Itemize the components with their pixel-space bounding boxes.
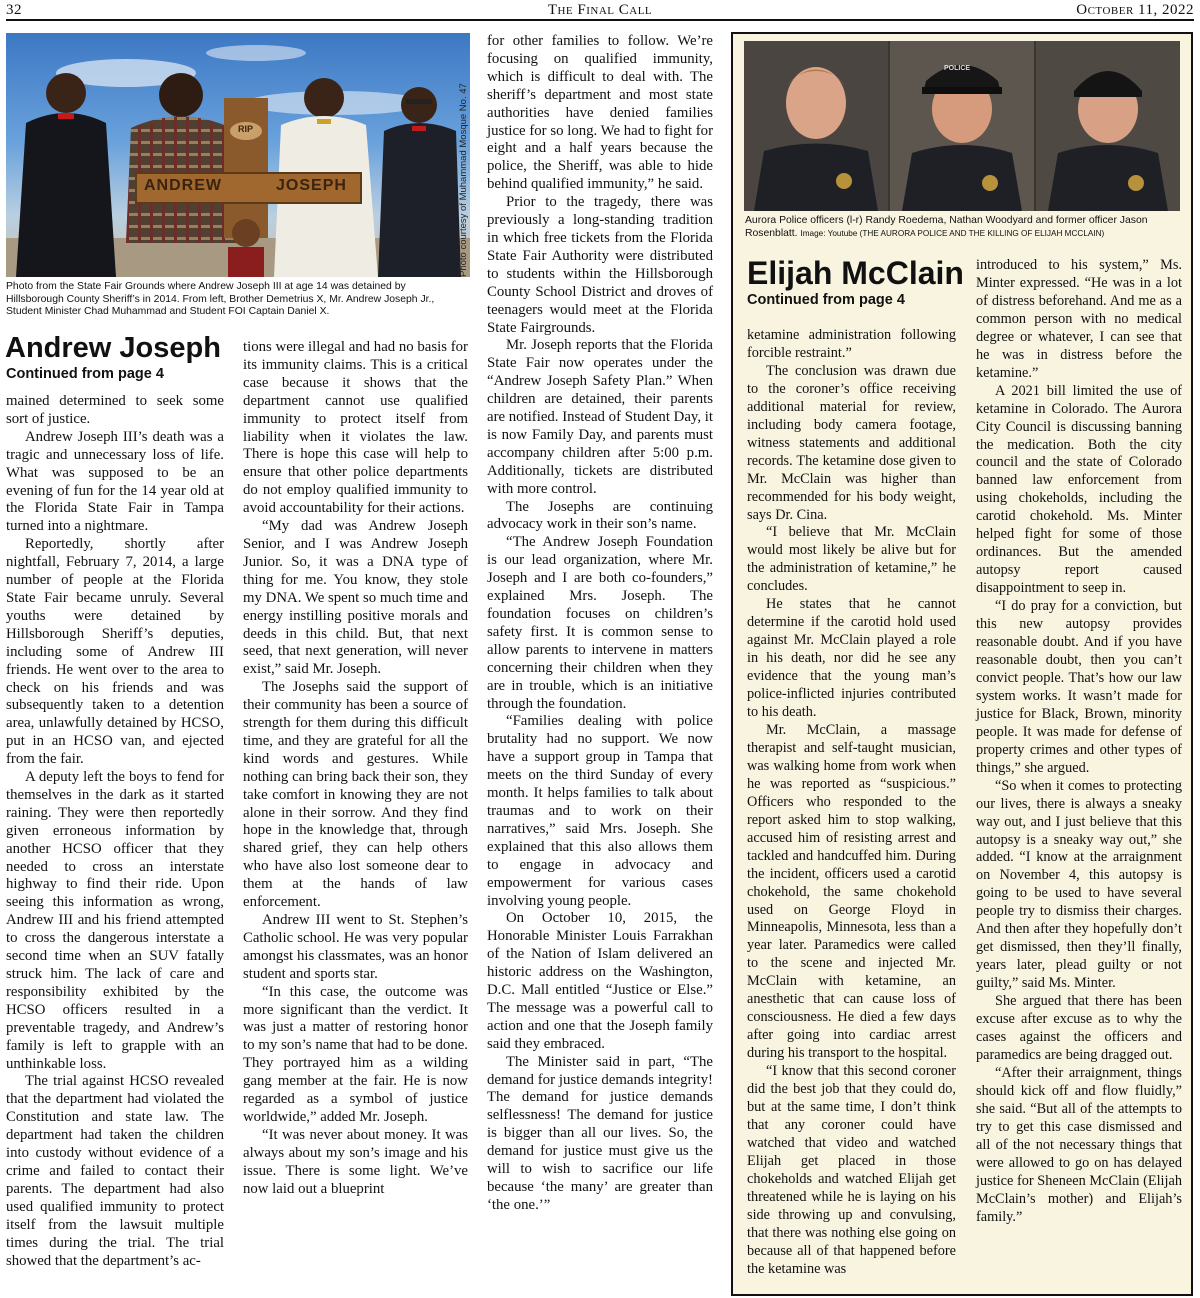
photo-credit: Photo courtesy of Muhammad Mosque No. 47 — [458, 83, 469, 277]
paragraph: A deputy left the boys to fend for themselves in the dark as it started raining. They were then reportedly given erroneous information by another HCSO officer that they needed to cross an interstate highway to find their ride. Upon seeing this information as wrong, Andrew III and his friend attempted to cross the dangerous interstate a second time when an SUV fatally struck him. The lack of care and responsibility exhibited by the HCSO officers resulted in a preventable tragedy, and Andrew’s family is left to grapple with an unthinkable loss. — [6, 769, 224, 1072]
photo-illustration — [6, 33, 470, 277]
paragraph: Reportedly, shortly after nightfall, February 7, 2014, a large number of people at the Florida State Fair became unruly. Several youths were detained by Hillsborough Sheriff’s deputies, including some of Andrew III friends. He went over to the area to check on his friends and was subsequently taken to a detention area, unlawfully detained by HCSO, put in an HCSO van, and ejected from the fair. — [6, 536, 224, 768]
andrew-joseph-column-2 — [243, 339, 468, 1199]
paragraph: “I believe that Mr. McClain would most likely be alive but for the administration of ketamine,” he concludes. — [747, 524, 956, 595]
officers-photo-credit: Image: Youtube (THE AURORA POLICE AND THE KILLING OF ELIJAH MCCLAIN) — [800, 228, 1105, 238]
paragraph: “In this case, the outcome was more significant than the verdict. It was just a matter of restoring honor to my son’s name that had to be done. They portrayed him as a wilding gang member at the fair. He is now regarded as a symbol of justice worldwide,” added Mr. Joseph. — [243, 983, 468, 1125]
paragraph: “I know that this second coroner did the best job that they could do, but at the same time, I don’t think that any coroner could have watched that video and watched Elijah get placed in those chokeholds and watched Elijah get threatened while he is laying on his side throwing up and convulsing, that there was nothing else going on because all of that happened before the ketamine was — [747, 1063, 956, 1277]
paragraph: “After their arraignment, things should kick off and flow fluidly,” she said. “But all of the attempts to try to get this case dismissed and all of the not necessary things that were allowed to go on has delayed justice for Sheneen McClain (Elijah McClain’s mother) and Elijah’s family.” — [976, 1064, 1182, 1225]
andrew-joseph-column-3 — [487, 33, 713, 1215]
sign-andrew-text: ANDREW — [144, 177, 222, 194]
paragraph: “My dad was Andrew Joseph Senior, and I was Andrew Joseph Junior. So, it was a DNA type of thing for me. You know, they stole my DNA. We spent so much time and energy instilling positive morals and deeds in this child. But, that next seed, that next generation, will never exist,” said Mr. Joseph. — [243, 518, 468, 678]
paragraph: Prior to the tragedy, there was previously a long-standing tradition in which free tickets from the Florida State Fair Authority were distributed to students within the Hillsborough County School District and droves of teenagers would meet at the Florida State Fairgrounds. — [487, 194, 713, 336]
paragraph: The Minister said in part, “The demand for justice demands integrity! The demand for justice demands selflessness! The demand for justice is bigger than all our lives. So, the demand for justice must give us the will to wish to sacrifice our life because ‘the many’ are greater than ‘the one.’” — [487, 1053, 713, 1213]
cap-police-text: POLICE — [944, 65, 971, 72]
header-rule — [6, 19, 1194, 21]
officers-photo — [744, 41, 1180, 211]
paragraph: On October 10, 2015, the Honorable Minister Louis Farrakhan of the Nation of Islam delivered an historic address on the Washington, D.C. Mall entitled “Justice or Else.” The message was a powerful call to action and one that the Joseph family said they embraced. — [487, 910, 713, 1052]
paragraph: She argued that there has been excuse after excuse as to why the cases against the officers and paramedics are being dragged out. — [976, 993, 1182, 1063]
page-number: 32 — [6, 2, 22, 18]
paragraph: “The Andrew Joseph Foundation is our lead organization, where Mr. Joseph and I are both co-founders,” explained Mrs. Joseph. The foundation focuses on children’s safety first. It is common sense to allow parents to intervene in matters concerning their children when they are in trouble, which is an initiative through the foundation. — [487, 534, 713, 712]
elijah-mcclain-headline: Elijah McClain — [747, 255, 964, 291]
elijah-mcclain-column-2 — [976, 257, 1182, 1226]
andrew-joseph-column-1 — [6, 393, 224, 1270]
paragraph: “I do pray for a conviction, but this new autopsy provides reasonable doubt. And if you have reasonable doubt, then you can’t convict people. That’s how our law system works. It wasn’t made for justice for Black, Brown, minority people. It was made for defense of property crimes and other types of things,” she argued. — [976, 598, 1182, 776]
officers-caption-text: Aurora Police officers (l-r) Randy Roedema, Nathan Woodyard and former officer Jason Rosenblatt. — [745, 215, 1148, 239]
paragraph: “It was never about money. It was always about my son’s image and his issue. There is some light. We’ve now laid out a blueprint — [243, 1126, 468, 1197]
paragraph: The trial against HCSO revealed that the department had violated the Constitution and state law. The department had taken the children into custody without evidence of a crime and failed to contact their parents. The department had also used qualified immunity to protect itself from the lawsuit multiple times during the trial. The trial showed that the department’s ac- — [6, 1073, 224, 1269]
issue-date: October 11, 2022 — [1076, 2, 1194, 18]
andrew-joseph-headline: Andrew Joseph — [5, 332, 221, 364]
paragraph: Andrew Joseph III’s death was a tragic and unnecessary loss of life. What was supposed to be an evening of fun for the 14 year old at the Florida State Fair in Tampa turned into a nightmare. — [6, 428, 224, 535]
andrew-joseph-continued: Continued from page 4 — [6, 366, 164, 382]
elijah-mcclain-column-1 — [747, 327, 956, 1279]
paragraph: “Families dealing with police brutality had no support. We now have a support group in Tampa that meets on the third Sunday of every month. It helps families to talk about traumas and to work on their narratives,” said Mrs. Joseph. She explained that this also allows them to engage in advocacy and empowerment for various cases involving young people. — [487, 713, 713, 909]
publication-name: The Final Call — [547, 2, 653, 18]
paragraph: Mr. McClain, a massage therapist and self-taught musician, was walking home from work when he was reported as “suspicious.” Officers who responded to the report asked him to stop walking, accused him of resisting arrest and tackled and handcuffed him. During the incident, officers used a carotid chokehold, the same chokehold used on George Floyd in Minneapolis, Minnesota, less than a year later. Paramedics were called to the scene and injected Mr. McClain with ketamine, an anesthetic that can cause loss of consciousness. He died a few days after going into cardiac arrest during his transport to the hospital. — [747, 721, 956, 1062]
paragraph: introduced to his system,” Ms. Minter expressed. “He was in a lot of distress beforehand. And me as a common person with no medical degree or whatever, I can see that he was in distress before the ketamine.” — [976, 257, 1182, 381]
officers-photo-caption — [745, 215, 1185, 240]
elijah-mcclain-continued: Continued from page 4 — [747, 292, 905, 308]
paragraph: for other families to follow. We’re focusing on qualified immunity, which is difficult to deal with. The sheriff’s department and most state authorities have denied families justice for so long. We had to fight for eight and a half years because the police, the Sheriff, was able to hide behind qualified immunity,” he said. — [487, 33, 713, 193]
left-photo-caption: Photo from the State Fair Grounds where Andrew Joseph III at age 14 was detained by Hillsborough County Sheriff’s in 2014. From left, Brother Demetrius X, Mr. Andrew Joseph Jr., Student Minister Chad Muhammad and Student FOI Captain Daniel X. — [6, 281, 435, 317]
paragraph: ketamine administration following forcible restraint.” — [747, 327, 956, 361]
paragraph: He states that he cannot determine if the carotid hold used against Mr. McClain played a role in his death, nor did he see any evidence that the young man’s police-inflicted injuries contributed to his death. — [747, 596, 956, 721]
sign-joseph-text: JOSEPH — [276, 177, 347, 194]
paragraph: Mr. Joseph reports that the Florida State Fair now operates under the “Andrew Joseph Safety Plan.” When children are detained, their parents are notified. Instead of Student Day, it is now Family Day, and parents must accompany children after 5:00 p.m. Additionally, tickets are distributed with more control. — [487, 337, 713, 497]
paragraph: mained determined to seek some sort of justice. — [6, 393, 224, 427]
paragraph: tions were illegal and had no basis for its immunity claims. This is a critical case because it shows that the department cannot use qualified immunity to protect itself from liability when it violates the law. There is hope this case will help to ensure that other police departments do not employ qualified immunity to avoid accountability for their actions. — [243, 339, 468, 517]
state-fair-photo — [6, 33, 470, 277]
paragraph: The conclusion was drawn due to the coroner’s office receiving additional material for review, including body camera footage, witness statements and additional records. The ketamine dose given to Mr. McClain was higher than recommended for his body weight, says Dr. Cina. — [747, 362, 956, 523]
paragraph: Andrew III went to St. Stephen’s Catholic school. He was very popular amongst his classmates, was an honor student and sports star. — [243, 912, 468, 982]
paragraph: A 2021 bill limited the use of ketamine in Colorado. The Aurora City Council is discussing banning the medication. Both the city council and the state of Colorado banned law enforcement from using chokeholds, including the carotid chokehold. Ms. Minter helped fight for some of those ordinances. But the amended autopsy report caused disappointment to seep in. — [976, 382, 1182, 597]
paragraph: The Josephs said the support of their community has been a source of strength for them during this difficult time, and they are grateful for all the kind words and gestures. While nothing can bring back their son, they take comfort in knowing they are not alone in their sorrow. And they find hope in the knowledge that, through shared grief, they can help others who have also lost someone dear to them at the hands of law enforcement. — [243, 679, 468, 911]
paragraph: “So when it comes to protecting our lives, there is always a sneaky way out, and I just believe that this autopsy is a sneaky way out,” she added. “I know at the arraignment on November 4, this autopsy is going to be used to have several people try to dismiss their charges. And then after they hopefully don’t get dismissed, then they’ll finally, years later, plead guilty or not guilty,” said Ms. Minter. — [976, 777, 1182, 992]
paragraph: The Josephs are continuing advocacy work in their son’s name. — [487, 498, 713, 533]
